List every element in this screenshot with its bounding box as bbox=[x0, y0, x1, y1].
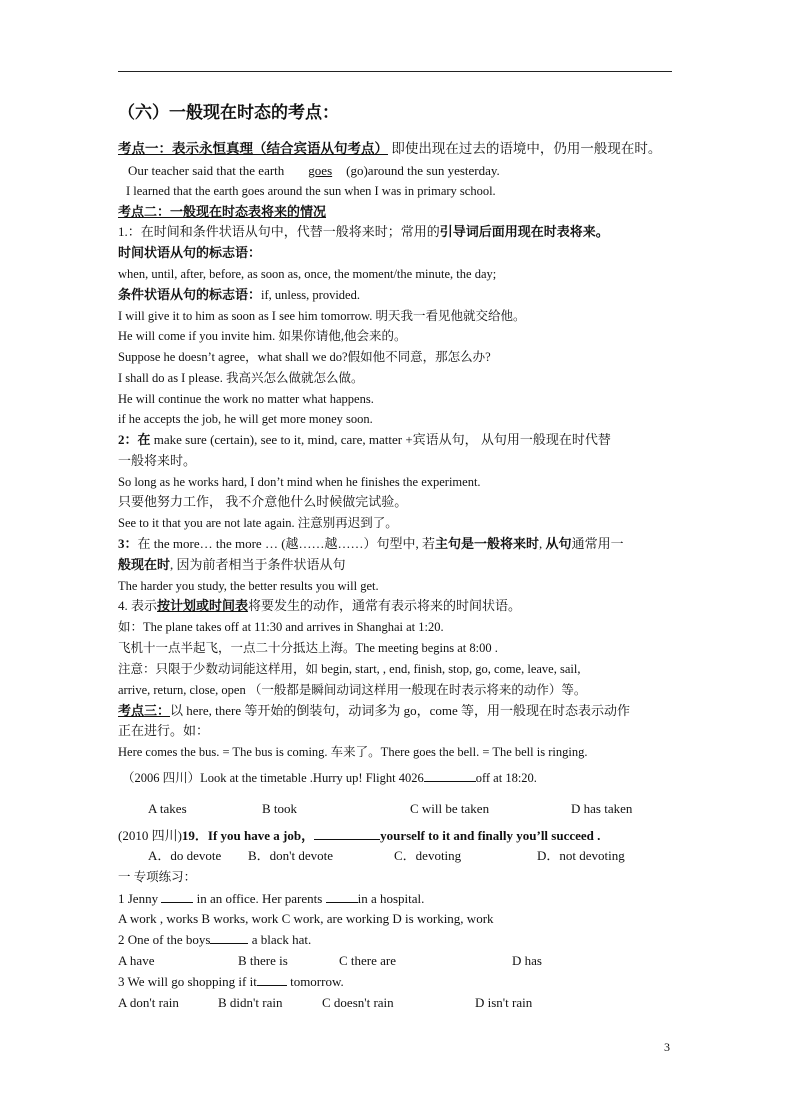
kp1-text: 即使出现在过去的语境中，仍用一般现在时。 bbox=[388, 141, 662, 156]
q3-option-d: D isn't rain bbox=[475, 995, 533, 1010]
answer-blank bbox=[314, 827, 380, 840]
kp2-example-1: I will give it to him as soon as I see him tomorrow. 明天我一看见他就交给他。 bbox=[118, 309, 526, 323]
kp2-point-2: 2：在 make sure (certain), see to it, mind, care, matter +宾语从句， 从句用一般现在时代替 bbox=[118, 432, 611, 447]
answer-blank bbox=[257, 973, 287, 986]
kp1-answer: goes bbox=[308, 163, 333, 178]
kp2-example-11: 如：The plane takes off at 11:30 and arrives in Shanghai at 1:20. bbox=[118, 620, 444, 634]
kp2-example-9: See to it that you are not late again. 注意别再迟到了。 bbox=[118, 516, 398, 530]
kp1-example-1: Our teacher said that the earth goes (go)around the sun yesterday. bbox=[128, 163, 500, 178]
kp1-label: 考点一：表示永恒真理（结合宾语从句考点） bbox=[118, 141, 388, 156]
practice-title: 一 专项练习： bbox=[118, 870, 197, 884]
kp2-label: 考点二：一般现在时态表将来的情况 bbox=[118, 204, 327, 219]
header-rule bbox=[118, 71, 672, 72]
kp3-line-2: 正在进行。如： bbox=[118, 723, 210, 738]
kp2-example-3: Suppose he doesn’t agree，what shall we do?假如他不同意，那怎么办? bbox=[118, 350, 491, 364]
kp2-note-1: 注意：只限于少数动词能这样用，如 begin, start, , end, finish, stop, go, come, leave, sail, bbox=[118, 662, 581, 676]
section-heading: （六）一般现在时态的考点： bbox=[118, 103, 339, 122]
kp2-example-7: So long as he works hard, I don’t mind when he finishes the experiment. bbox=[118, 475, 481, 489]
kp2-point-4: 4. 表示按计划或时间表将要发生的动作，通常有表示将来的时间状语。 bbox=[118, 598, 522, 613]
practice-q2: 2 One of the boys a black hat. bbox=[118, 932, 312, 947]
kp2-example-2: He will come if you invite him. 如果你请他,他会来的。 bbox=[118, 329, 407, 343]
q3-option-c: C doesn't rain bbox=[322, 995, 394, 1010]
question-2006: （2006 四川）Look at the timetable .Hurry up! Flight 4026 off at 18:20. bbox=[122, 771, 537, 785]
kp2-example-4: I shall do as I please. 我高兴怎么做就怎么做。 bbox=[118, 371, 364, 385]
kp2-example-12: 飞机十一点半起飞，一点二十分抵达上海。The meeting begins at 8:00 . bbox=[118, 641, 498, 655]
q2006-option-c: C will be taken bbox=[410, 801, 490, 816]
q2-option-d: D has bbox=[512, 953, 542, 968]
kp2-example-6: if he accepts the job, he will get more money soon. bbox=[118, 412, 373, 426]
answer-blank bbox=[210, 931, 248, 944]
answer-blank bbox=[326, 890, 358, 903]
q2-option-c: C there are bbox=[339, 953, 397, 968]
kp2-point-3-cont: 般现在时, 因为前者相当于条件状语从句 bbox=[118, 557, 346, 572]
q2010-option-a: A．do devote bbox=[148, 848, 222, 863]
kp2-example-10: The harder you study, the better results you will get. bbox=[118, 579, 379, 593]
kp1-example-2: I learned that the earth goes around the sun when I was in primary school. bbox=[126, 184, 496, 198]
q2010-option-c: C．devoting bbox=[394, 848, 462, 863]
kp2-example-8: 只要他努力工作， 我不介意他什么时候做完试验。 bbox=[118, 494, 408, 509]
time-clause-words: when, until, after, before, as soon as, once, the moment/the minute, the day; bbox=[118, 267, 497, 281]
kp3-example: Here comes the bus. = The bus is coming. 车来了。There goes the bell. = The bell is ringing. bbox=[118, 745, 588, 759]
kp2-point-1: 1.：在时间和条件状语从句中，代替一般将来时；常用的引导词后面用现在时表将来。 bbox=[118, 224, 609, 239]
question-2010: (2010 四川)19．If you have a job， yourself to it and finally you’ll succeed . bbox=[118, 828, 601, 843]
page-number: 3 bbox=[664, 1040, 670, 1054]
q2006-option-d: D has taken bbox=[571, 801, 633, 816]
time-clause-title: 时间状语从句的标志语： bbox=[118, 245, 262, 260]
cond-clause-line: 条件状语从句的标志语：if, unless, provided. bbox=[118, 287, 360, 302]
practice-q3: 3 We will go shopping if it tomorrow. bbox=[118, 974, 344, 989]
answer-blank bbox=[161, 890, 193, 903]
kp3-line: 考点三：以 here, there 等开始的倒装句，动词多为 go，come 等，用一般现在时态表示动作 bbox=[118, 703, 631, 718]
q2010-option-b: B．don't devote bbox=[248, 848, 334, 863]
q2-option-a: A have bbox=[118, 953, 155, 968]
q2006-option-a: A takes bbox=[148, 801, 187, 816]
q2010-option-d: D．not devoting bbox=[537, 848, 625, 863]
q3-option-a: A don't rain bbox=[118, 995, 179, 1010]
practice-q1-options: A work , works B works, work C work, are working D is working, work bbox=[118, 911, 494, 926]
kp2-note-2: arrive, return, close, open （一般都是瞬间动词这样用一般现在时表示将来的动作）等。 bbox=[118, 683, 587, 697]
answer-blank bbox=[424, 769, 476, 782]
practice-q1: 1 Jenny in an office. Her parents in a hospital. bbox=[118, 891, 425, 906]
kp2-example-5: He will continue the work no matter what happens. bbox=[118, 392, 374, 406]
kp1-line bbox=[118, 140, 661, 158]
kp2-point-3: 3：在 the more… the more … (越……越……）句型中, 若主句是一般将来时, 从句通常用一 bbox=[118, 536, 624, 551]
q2006-option-b: B took bbox=[262, 801, 298, 816]
q3-option-b: B didn't rain bbox=[218, 995, 283, 1010]
kp2-point-2-cont: 一般将来时。 bbox=[118, 453, 197, 468]
q2-option-b: B there is bbox=[238, 953, 288, 968]
